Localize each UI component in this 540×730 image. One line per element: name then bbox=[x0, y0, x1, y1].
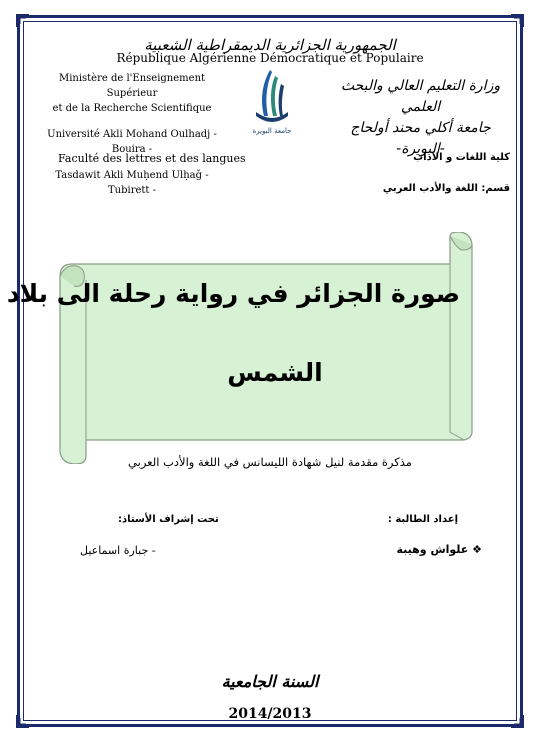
faculty-name-french: Faculté des lettres et des langues bbox=[58, 152, 246, 165]
ministry-line: Ministère de l'Enseignement Supérieur bbox=[58, 73, 206, 99]
academic-year: 2014/2013 bbox=[228, 706, 312, 722]
university-line-berber: Tasdawit Akli Muḥend Ulḥaǧ - Tubirett - bbox=[55, 170, 209, 196]
university-line: جامعة أكلي محند أولحاج bbox=[350, 120, 491, 136]
prepared-by-label: إعداد الطالبة : bbox=[387, 514, 458, 525]
supervisor-name: - جبارة اسماعيل bbox=[80, 544, 156, 557]
university-logo-icon bbox=[248, 66, 296, 138]
university-line: Université Akli Mohand Oulhadj - Bouira - bbox=[47, 129, 217, 155]
thesis-title-line-1: صورة الجزائر في رواية رحلة الى بلاد bbox=[6, 279, 460, 308]
thesis-title-line-2: الشمس bbox=[227, 358, 323, 387]
ministry-block-french bbox=[42, 71, 222, 198]
title-scroll-banner bbox=[6, 232, 478, 464]
academic-year-label: السنة الجامعية bbox=[221, 672, 319, 691]
supervisor-label: تحت إشراف الأستاذ: bbox=[118, 514, 219, 525]
faculty-name-arabic: كلية اللغات و الآداب bbox=[413, 152, 510, 163]
city-line: -البويرة- bbox=[396, 141, 445, 157]
corner-ornament-icon bbox=[16, 14, 30, 28]
student-name: ❖ علواش وهيبة bbox=[396, 543, 482, 556]
ministry-line: وزارة التعليم العالي والبحث العلمي bbox=[340, 78, 501, 115]
department-name-arabic: قسم: اللغة والأدب العربي bbox=[382, 183, 510, 194]
memo-subtitle: مذكرة مقدمة لنيل شهادة الليسانس في اللغة والأدب العربي bbox=[128, 455, 412, 469]
republic-title-arabic: الجمهورية الجزائرية الديمقراطية الشعبية bbox=[144, 36, 396, 54]
ministry-line: et de la Recherche Scientifique bbox=[52, 103, 212, 114]
logo-caption: جامعة البويرة bbox=[252, 127, 292, 135]
republic-title-french: République Algérienne Démocratique et Populaire bbox=[116, 51, 424, 65]
ministry-block-arabic bbox=[333, 76, 508, 160]
corner-ornament-icon bbox=[510, 14, 524, 28]
